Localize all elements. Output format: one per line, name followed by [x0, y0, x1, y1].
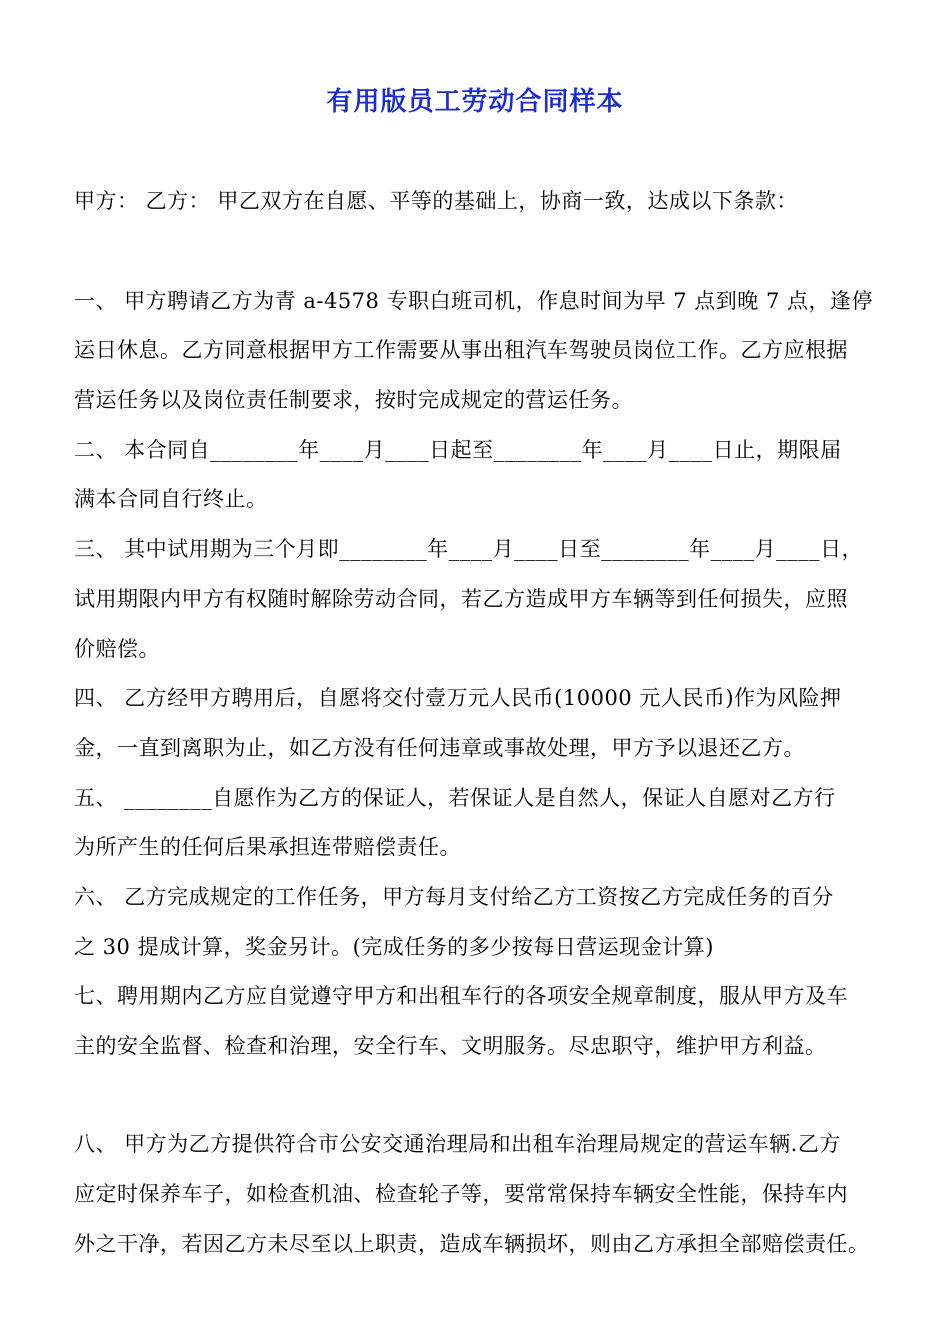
- clause-7-line-2: 主的安全监督、检查和治理，安全行车、文明服务。尽忠职守，维护甲方利益。: [74, 1034, 827, 1058]
- clause-8-line-1: 八、 甲方为乙方提供符合市公安交通治理局和出租车治理局规定的营运车辆.乙方: [74, 1132, 841, 1156]
- clause-8-line-3: 外之干净，若因乙方未尽至以上职责，造成车辆损坏，则由乙方承担全部赔偿责任。: [74, 1232, 870, 1256]
- clause-6-line-2: 之 30 提成计算，奖金另计。(完成任务的多少按每日营运现金计算): [74, 935, 714, 959]
- clause-2-line-2: 满本合同自行终止。: [74, 487, 268, 511]
- clause-4-line-1: 四、 乙方经甲方聘用后，自愿将交付壹万元人民币(10000 元人民币)作为风险押: [74, 686, 842, 710]
- clause-3-line-3: 价赔偿。: [74, 637, 160, 661]
- clause-1-line-3: 营运任务以及岗位责任制要求，按时完成规定的营运任务。: [74, 388, 633, 412]
- clause-8-line-2: 应定时保养车子，如检查机油、检查轮子等，要常常保持车辆安全性能，保持车内: [74, 1182, 848, 1206]
- clause-3-line-1: 三、 其中试用期为三个月即________年____月____日至________年____月____日，: [74, 537, 864, 561]
- clause-5-line-2: 为所产生的任何后果承担连带赔偿责任。: [74, 835, 461, 859]
- clause-2-line-1: 二、 本合同自________年____月____日起至________年____月____日止，期限届: [74, 438, 842, 462]
- parties-line: 甲方： 乙方： 甲乙双方在自愿、平等的基础上，协商一致，达成以下条款：: [74, 189, 798, 213]
- clause-6-line-1: 六、 乙方完成规定的工作任务，甲方每月支付给乙方工资按乙方完成任务的百分: [74, 885, 834, 909]
- clause-1-line-1: 一、 甲方聘请乙方为青 a-4578 专职白班司机，作息时间为早 7 点到晚 7 点，逢停: [74, 289, 874, 313]
- document-title: 有用版员工劳动合同样本: [326, 87, 624, 117]
- clause-3-line-2: 试用期限内甲方有权随时解除劳动合同，若乙方造成甲方车辆等到任何损失，应照: [74, 587, 848, 611]
- clause-7-line-1: 七、聘用期内乙方应自觉遵守甲方和出租车行的各项安全规章制度，服从甲方及车: [74, 984, 848, 1008]
- clause-5-line-1: 五、 ________自愿作为乙方的保证人，若保证人是自然人，保证人自愿对乙方行: [74, 786, 836, 810]
- clause-1-line-2: 运日休息。乙方同意根据甲方工作需要从事出租汽车驾驶员岗位工作。乙方应根据: [74, 338, 848, 362]
- clause-4-line-2: 金，一直到离职为止，如乙方没有任何违章或事故处理，甲方予以退还乙方。: [74, 736, 805, 760]
